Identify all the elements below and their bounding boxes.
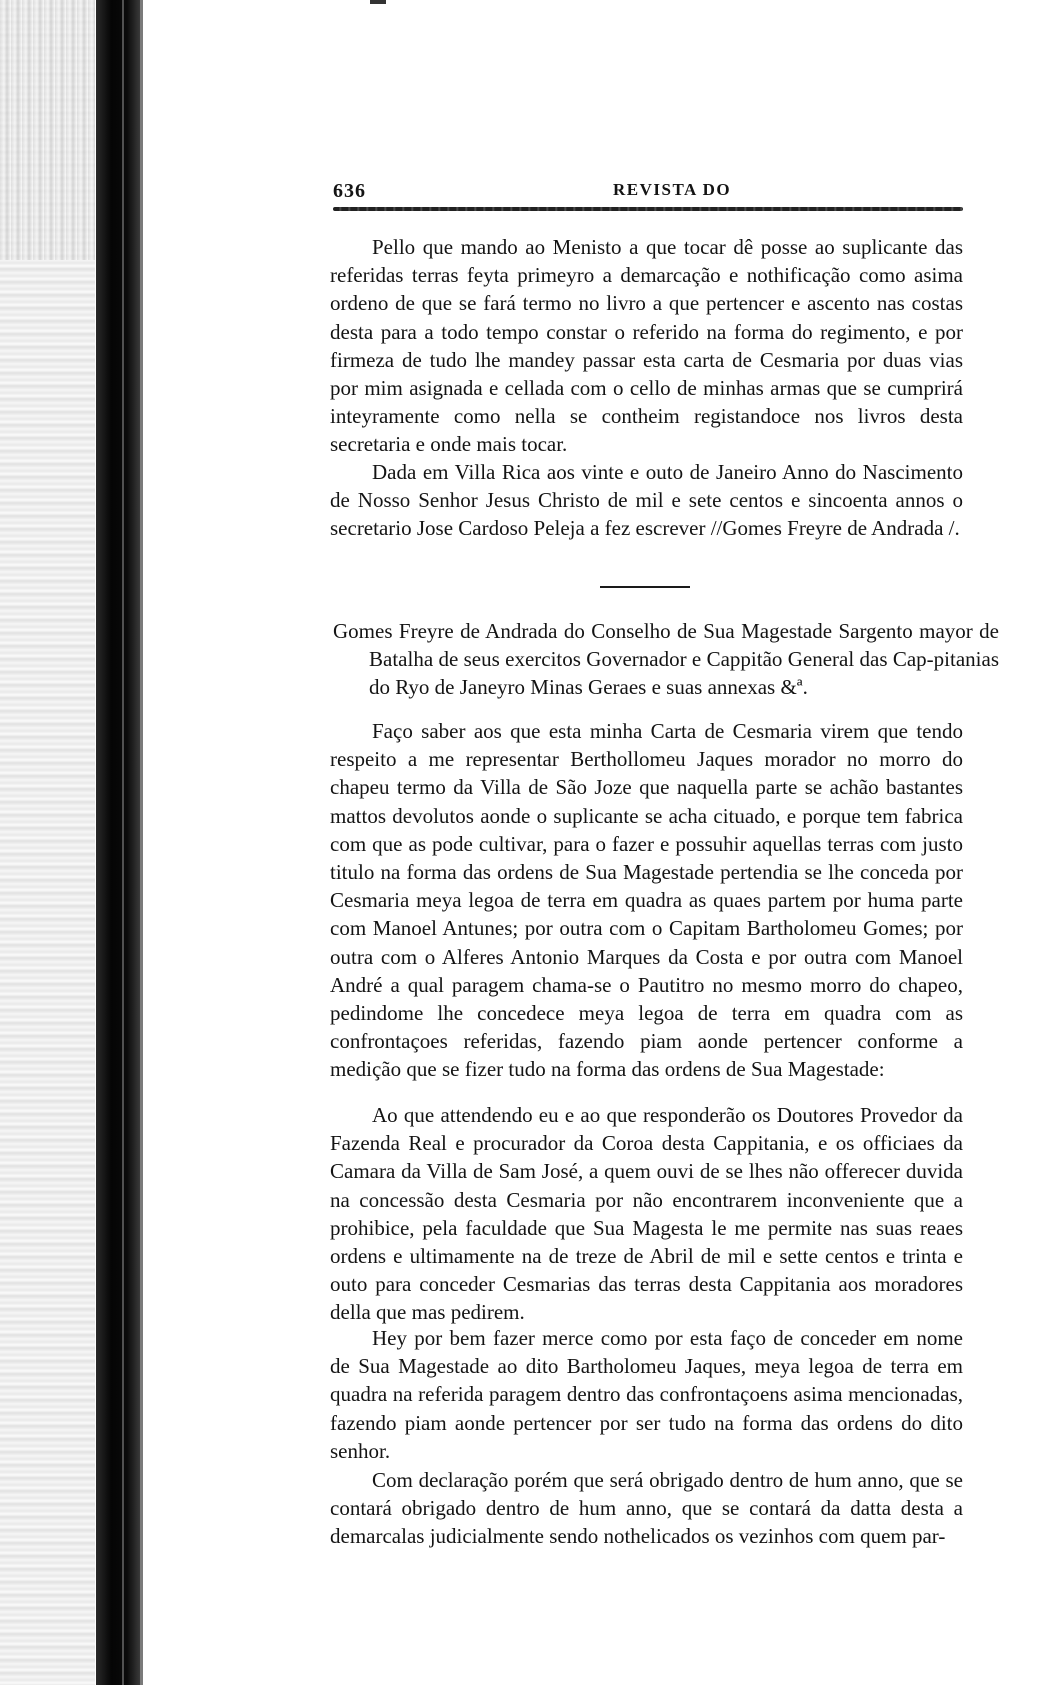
paragraph: Hey por bem fazer merce como por esta faço de conceder em nome de Sua Magestade ao dito Bartholomeu Jaques, meya legoa de terra em quadra na referida paragem dentro das confrontaçoens asima mencionadas, fazendo piam aonde pertencer por ser tudo na forma das ordens do dito senhor. — [330, 1326, 963, 1463]
section-heading: Gomes Freyre de Andrada do Conselho de Sua Magestade Sargento mayor de Batalha de seus exercitos Governador e Cappitão General das Cap-pitanias do Ryo de Janeyro Minas Geraes e suas annexas &ª. — [333, 619, 999, 700]
running-head: REVISTA DO — [613, 180, 732, 199]
paragraph: Faço saber aos que esta minha Carta de Cesmaria virem que tendo respeito a me representar Berthollomeu Jaques morador no morro do chapeu termo da Villa de São Joze que naquella parte se achão bastantes mattos devolutos aonde o suplicante se acha cituado, e porque tem fabrica com que as pode cultivar, para o fazer e possuhir aquellas terras com justo titulo na forma das ordens de Sua Magestade pertendia se lhe conceda por Cesmaria meya legoa de terra em quadra as quaes partem por huma parte com Manoel Antunes; por outra com o Capitam Bartholomeu Gomes; por outra com o Alferes Antonio Marques da Costa e por outra com Manoel André a qual paragem chama-se o Pautitro no mesmo morro do chapeo, pedindome lhe concedece meya legoa de terra em quadra com as confrontaçoes referidas, fazendo piam aonde pertencer conforme a medição que se fizer tudo na forma das ordens de Sua Magestade: — [330, 719, 963, 1082]
paragraph: Pello que mando ao Menisto a que tocar dê posse ao suplicante das referidas terras feyta primeyro a demarcação e nothificação como asima ordeno de que se fará termo no livro a que pertencer e ascento nas costas desta para a todo tempo constar o referido na forma do regimento, e por firmeza de tudo lhe mandey passar esta carta de Cesmaria por duas vias por mim asignada e cellada com o cello de minhas armas que se cumprirá inteyramente como nella se contheim registandoce nos livros desta secretaria e onde mais tocar. — [330, 235, 963, 457]
scan-edge-noise-top — [0, 0, 95, 260]
binding-shadow — [96, 0, 140, 1685]
paragraph: Com declaração porém que será obrigado dentro de hum anno, que se contará obrigado dentro de hum anno, que se contará da datta desta a demarcalas judicialmente sendo nothelicados os vezinhos com quem par- — [330, 1468, 963, 1549]
page-header — [333, 180, 955, 206]
binding-thread — [122, 0, 124, 1685]
header-rule — [333, 207, 963, 211]
binding-edge — [140, 0, 143, 1685]
paragraph: Dada em Villa Rica aos vinte e outo de Janeiro Anno do Nascimento de Nosso Senhor Jesus Christo de mil e sete centos e sincoenta annos o secretario Jose Cardoso Peleja a fez escrever //Gomes Freyre de Andrada /. — [330, 460, 963, 541]
scan-binding-gutter — [0, 0, 160, 1685]
scan-mark — [370, 0, 386, 4]
section-separator — [600, 586, 690, 588]
page-number: 636 — [333, 180, 366, 202]
paragraph: Ao que attendendo eu e ao que responderão os Doutores Provedor da Fazenda Real e procurador da Coroa desta Cappitania, e os officiaes da Camara da Villa de Sam José, a quem ouvi de se lhes não offerecer duvida na concessão desta Cesmaria por não encontrarem inconveniente que a prohibice, pela faculdade que Sua Magesta le me permite nas suas reaes ordens e ultimamente na de treze de Abril de mil e sette centos e trinta e outo para conceder Cesmarias das terras desta Cappitania aos moradores della que mas pedirem. — [330, 1103, 963, 1325]
